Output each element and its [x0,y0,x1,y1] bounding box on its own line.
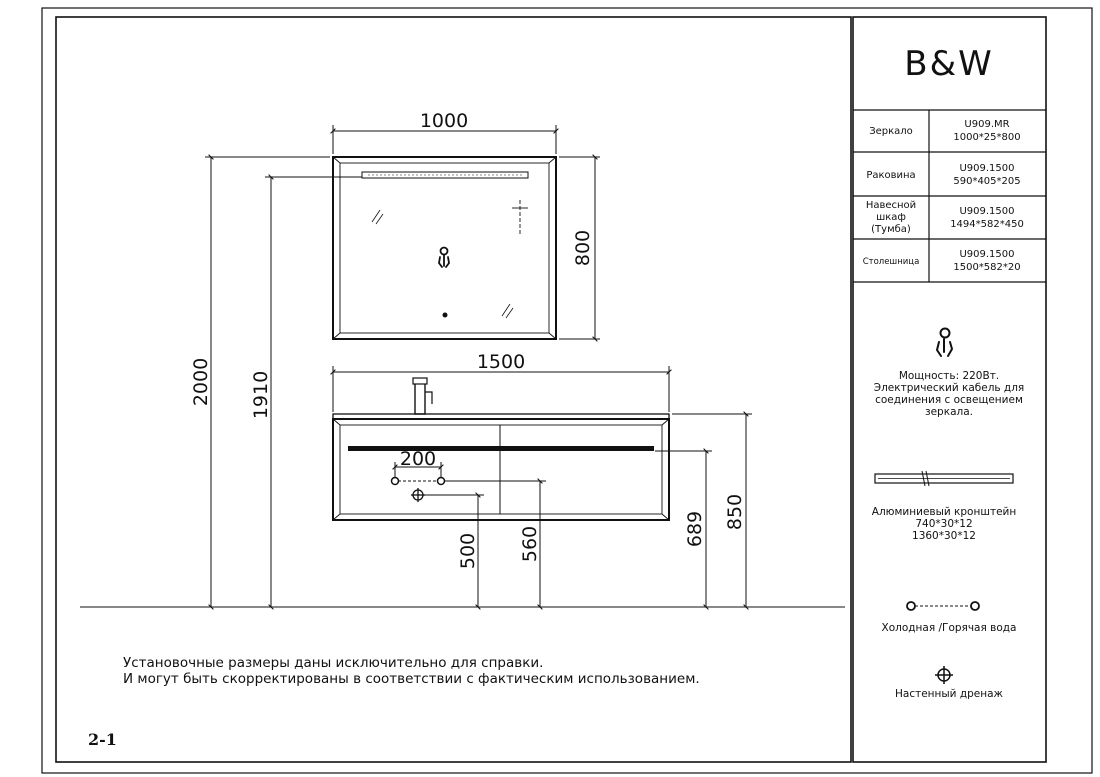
disclaimer-line-1: Установочные размеры даны исключительно для справки. [123,655,544,671]
water-pipes-icon [907,602,979,610]
mirror-touch-sensor-icon [439,248,449,268]
mirror-bottom-height-label: 1910 [250,370,272,420]
spec-value-sink-model: U909.1500 [959,163,1015,174]
drain-icon [935,666,953,684]
power-note-line-1: Мощность: 220Вт. [898,370,1000,382]
touch-sensor-icon [937,329,952,357]
page-number: 2-1 [88,730,117,749]
water-height-label: 560 [519,525,541,563]
spec-value-cabinet-size: 1494*582*450 [950,219,1024,230]
spec-value-mirror-model: U909.MR [964,119,1010,130]
power-note-line-3: соединения с освещением [875,394,1023,406]
power-note-line-2: Электрический кабель для [873,382,1025,394]
vanity-cabinet [333,414,669,520]
mirror-cable-point [443,313,448,318]
pipe-spacing-label: 200 [399,448,437,470]
total-height-label: 2000 [190,357,212,407]
brand-logo: B&W [904,44,994,84]
drain-note: Настенный дренаж [894,688,1004,700]
vanity-width-label: 1500 [476,351,526,373]
faucet [413,378,432,414]
bracket-icon [875,471,1013,486]
spec-label-sink: Раковина [866,170,916,181]
spec-label-cabinet-2: шкаф [876,212,906,223]
bracket-note-line-1: Алюминиевый кронштейн [871,506,1017,518]
mirror-width-label: 1000 [419,110,469,132]
spec-value-countertop-model: U909.1500 [959,249,1015,260]
spec-label-cabinet-3: (Тумба) [871,224,911,235]
disclaimer-line-2: И могут быть скорректированы в соответствии с фактическим использованием. [123,671,700,687]
mirror-height-label: 800 [572,229,594,267]
water-connections [392,478,445,485]
cabinet-handle [348,446,654,451]
drain-point-icon [411,488,425,502]
spec-label-mirror: Зеркало [869,126,913,137]
water-note: Холодная /Горячая вода [881,622,1017,634]
power-note-line-4: зеркала. [925,406,973,418]
bracket-note-line-2: 740*30*12 [915,518,973,530]
spec-value-countertop-size: 1500*582*20 [953,262,1021,273]
mirror-bottom-height-dimension [265,177,362,607]
spec-value-sink-size: 590*405*205 [953,176,1021,187]
spec-label-countertop: Столешница [862,257,920,267]
drain-height-label: 500 [457,532,479,570]
cabinet-bottom-label: 689 [684,510,706,548]
spec-label-cabinet-1: Навесной [865,200,917,211]
spec-value-cabinet-model: U909.1500 [959,206,1015,217]
bracket-note-line-3: 1360*30*12 [912,530,976,542]
spec-value-mirror-size: 1000*25*800 [953,132,1021,143]
cabinet-top-label: 850 [724,493,746,531]
